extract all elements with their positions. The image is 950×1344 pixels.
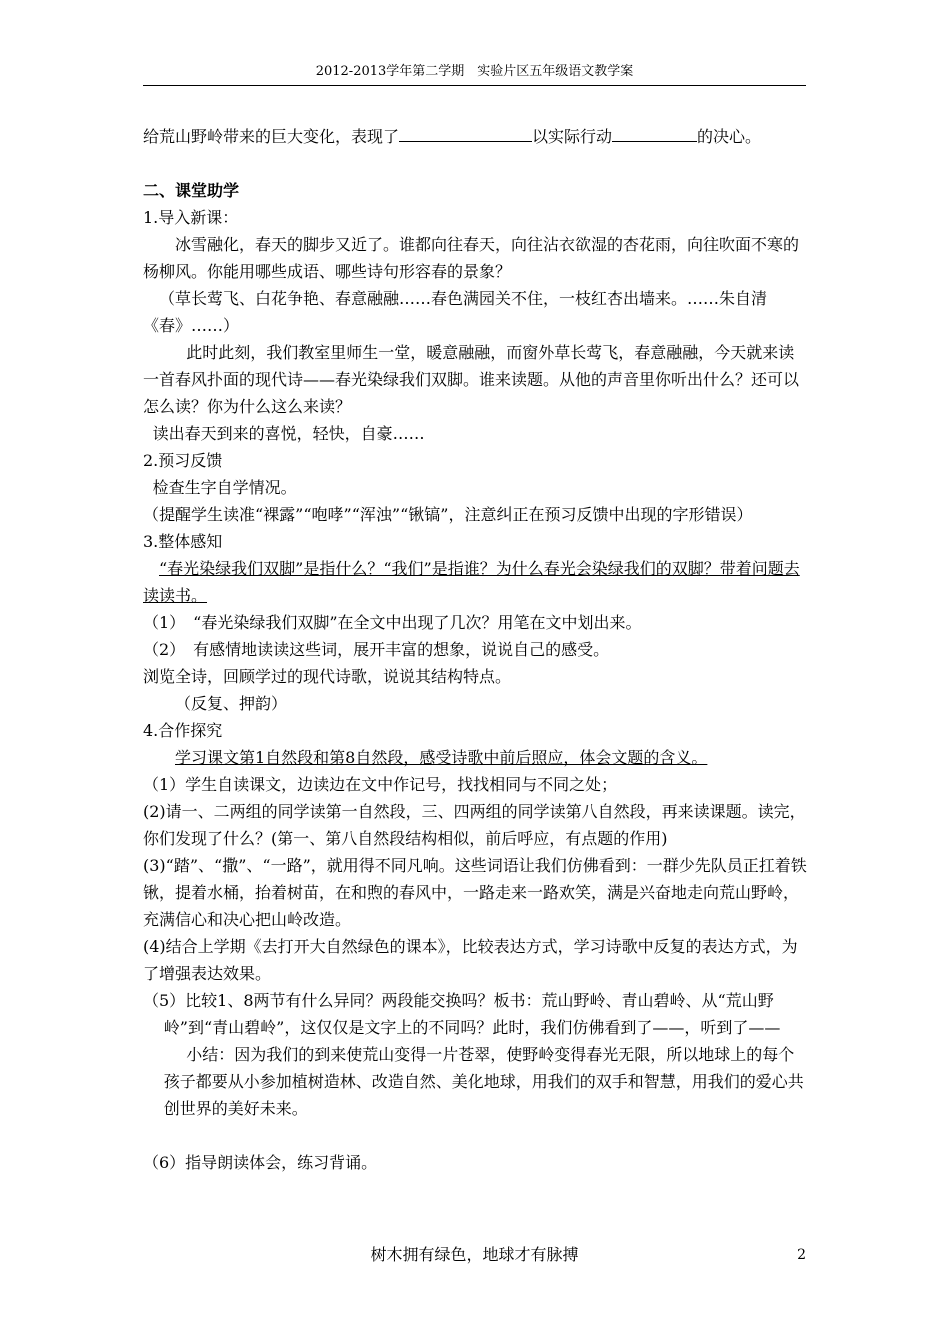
item3-question: “春光染绿我们双脚”是指什么？“我们”是指谁？为什么春光会染绿我们的双脚？带着问题去读读书。 xyxy=(143,559,800,605)
intro-text-1: 给荒山野岭带来的巨大变化，表现了 xyxy=(143,127,400,146)
item3-answer-2: （2） 有感情地读读这些词，展开丰富的想象，说说自己的感受。 xyxy=(143,640,610,659)
footer-motto: 树木拥有绿色，地球才有脉搏 xyxy=(370,1245,579,1264)
item4-answer-1: （1）学生自读课文，边读边在文中作记号，找找相同与不同之处； xyxy=(143,775,618,794)
item1-paragraph-1: 冰雪融化，春天的脚步又近了。谁都向往春天，向往沾衣欲湿的杏花雨，向往吹面不寒的杨柳风。你能用哪些成语、哪些诗句形容春的景象？ xyxy=(143,235,800,281)
intro-text-3: 的决心。 xyxy=(697,127,762,146)
item4-answer-3: (3)“踏”、“撒”、“一路”，就用得不同凡响。这些词语让我们仿佛看到：一群少先队员正扛着铁锹，提着水桶，抬着树苗，在和煦的春风中，一路走来一路欢笑，满是兴奋地走向荒山野岭，充满信心和决心把山岭改造。 xyxy=(143,856,807,929)
item1-paragraph-3: 此时此刻，我们教室里师生一堂，暖意融融，而窗外草长莺飞，春意融融，今天就来读一首春风扑面的现代诗——春光染绿我们双脚。谁来读题。从他的声音里你听出什么？还可以怎么读？你为什么这么来读？ xyxy=(143,343,800,416)
item4-answer-6: （6）指导朗读体会，练习背诵。 xyxy=(143,1153,378,1172)
item3-answer-1: （1） “春光染绿我们双脚”在全文中出现了几次？用笔在文中划出来。 xyxy=(143,613,642,632)
item4-summary: 小结：因为我们的到来使荒山变得一片苍翠，使野岭变得春光无限，所以地球上的每个孩子都要从小参加植树造林、改造自然、美化地球，用我们的双手和智慧，用我们的爱心共创世界的美好未来。 xyxy=(163,1045,804,1118)
page-header-title: 2012-2013学年第二学期 实验片区五年级语文教学案 xyxy=(315,64,634,79)
fill-in-blank-1[interactable] xyxy=(399,123,532,142)
fill-in-blank-2[interactable] xyxy=(612,123,697,142)
item4-heading: 4.合作探究 xyxy=(143,721,223,740)
section-heading: 二、课堂助学 xyxy=(143,181,240,200)
item1-paragraph-4: 读出春天到来的喜悦，轻快，自豪…… xyxy=(152,424,425,443)
item3-heading: 3.整体感知 xyxy=(143,532,223,551)
item2-paragraph-1: 检查生字自学情况。 xyxy=(152,478,297,497)
document-body xyxy=(143,123,808,1176)
item4-answer-5: （5）比较1、8两节有什么异同？两段能交换吗？板书：荒山野岭、青山碧岭、从“荒山野岭”到“青山碧岭”，这仅仅是文字上的不同吗？此时，我们仿佛看到了——，听到了—— xyxy=(143,991,781,1037)
item4-question: 学习课文第1自然段和第8自然段，感受诗歌中前后照应，体会文题的含义。 xyxy=(175,748,708,767)
intro-paragraph xyxy=(143,123,808,150)
intro-text-2: 以实际行动 xyxy=(532,127,613,146)
item2-heading: 2.预习反馈 xyxy=(143,451,223,470)
header-divider xyxy=(143,85,806,86)
item1-paragraph-2: （草长莺飞、白花争艳、春意融融……春色满园关不住，一枝红杏出墙来。……朱自清《春》……） xyxy=(143,289,768,335)
page-number: 2 xyxy=(797,1247,806,1263)
item4-answer-4: (4)结合上学期《去打开大自然绿色的课本》，比较表达方式，学习诗歌中反复的表达方式，为了增强表达效果。 xyxy=(143,937,798,983)
item3-paragraph-1: 浏览全诗，回顾学过的现代诗歌，说说其结构特点。 xyxy=(143,667,512,686)
item1-heading: 1.导入新课： xyxy=(143,208,239,227)
item2-paragraph-2: （提醒学生读准“裸露”“咆哮”“浑浊”“锹镐”，注意纠正在预习反馈中出现的字形错误） xyxy=(143,505,753,524)
item3-paragraph-2: （反复、押韵） xyxy=(175,694,288,713)
item4-answer-2: (2)请一、二两组的同学读第一自然段，三、四两组的同学读第八自然段，再来读课题。读完，你们发现了什么？(第一、第八自然段结构相似，前后呼应，有点题的作用) xyxy=(143,802,806,848)
